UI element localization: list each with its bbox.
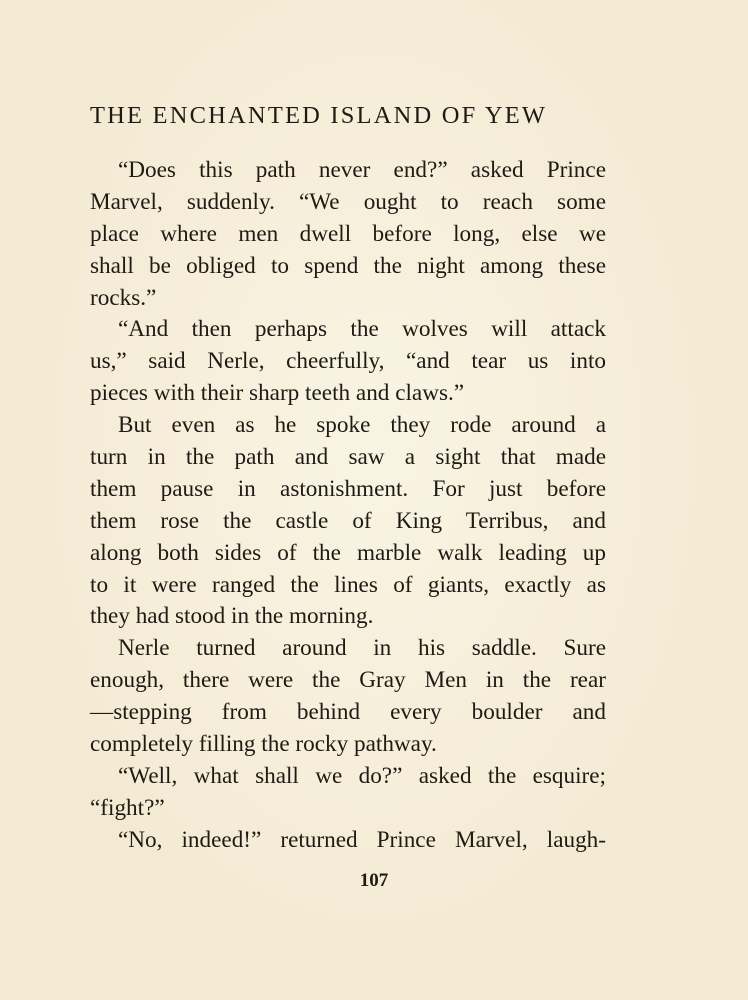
- text-line: “No, indeed!” returned Prince Marvel, laugh-: [118, 826, 606, 853]
- running-head: THE ENCHANTED ISLAND OF YEW: [90, 102, 548, 129]
- text-line: “fight?”: [90, 794, 165, 821]
- text-line: completely filling the rocky pathway.: [90, 731, 437, 758]
- text-line: But even as he spoke they rode around a: [118, 412, 606, 439]
- body-text: [90, 155, 606, 857]
- text-line: us,” said Nerle, cheerfully, “and tear us into: [90, 348, 606, 375]
- text-line: enough, there were the Gray Men in the rear: [90, 667, 606, 694]
- text-line: place where men dwell before long, else we: [90, 220, 606, 247]
- text-line: to it were ranged the lines of giants, exactly as: [90, 571, 606, 598]
- text-line: rocks.”: [90, 284, 157, 311]
- text-line: them pause in astonishment. For just before: [90, 475, 606, 502]
- text-line: “Does this path never end?” asked Prince: [118, 157, 606, 183]
- text-line: they had stood in the morning.: [90, 603, 374, 630]
- text-line: Nerle turned around in his saddle. Sure: [118, 635, 606, 662]
- text-line: turn in the path and saw a sight that made: [90, 444, 606, 471]
- text-line: pieces with their sharp teeth and claws.”: [90, 380, 465, 407]
- text-line: “And then perhaps the wolves will attack: [118, 316, 606, 343]
- text-line: —stepping from behind every boulder and: [90, 699, 606, 726]
- text-line: them rose the castle of King Terribus, and: [90, 507, 606, 534]
- page-number: 107: [359, 870, 389, 891]
- text-line: shall be obliged to spend the night among these: [90, 252, 606, 279]
- text-line: Marvel, suddenly. “We ought to reach some: [90, 188, 606, 215]
- text-line: along both sides of the marble walk leading up: [90, 539, 606, 566]
- text-line: “Well, what shall we do?” asked the esquire;: [118, 762, 606, 789]
